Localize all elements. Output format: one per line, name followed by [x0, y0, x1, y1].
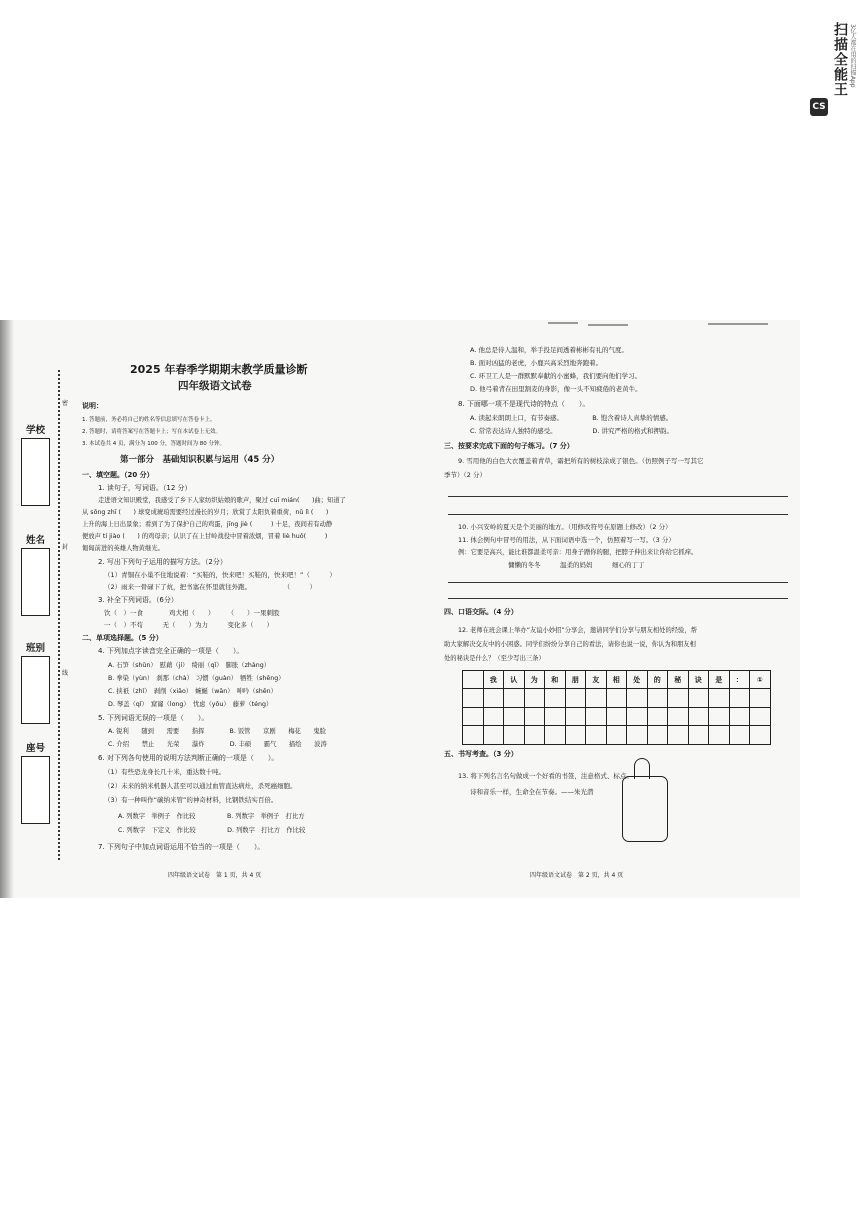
question-line: 7. 下列句子中加点词语运用不恰当的一项是（ ）。	[98, 843, 265, 851]
question-line: 季节）（2 分）	[444, 471, 486, 479]
grid-cell[interactable]	[504, 689, 525, 707]
question-line: 2. 写出下列句子运用的描写方法。（2分）	[98, 558, 227, 566]
grid-cell[interactable]	[606, 707, 627, 725]
page-footer: 四年级语文试卷 第 1 页，共 4 页	[168, 872, 262, 879]
grid-cell[interactable]	[463, 726, 484, 744]
name-field[interactable]	[21, 548, 50, 616]
option-line: B. 拳染（yùn） 刹那（chà） 习惯（guàn） 牺牲（shēng）	[108, 675, 285, 682]
question-line: 走进语文知识殿堂，我感受了乡下人家纺织姑娘的歌声，聚过 cuī mián( )曲；知道了	[98, 497, 346, 504]
section-heading: 三、按要求完成下面的句子练习。（7 分）	[444, 442, 574, 450]
grid-cell: 是	[709, 671, 730, 689]
option-line: C. 环卫工人是一群默默奉献的小蜜蜂，我们要向他们学习。	[470, 372, 642, 380]
grid-cell[interactable]	[688, 707, 709, 725]
grid-cell[interactable]	[586, 707, 607, 725]
instruction-line: 1. 答题前，务必将自己的姓名等信息填写在答卷卡上。	[82, 417, 216, 423]
grid-cell[interactable]	[668, 689, 689, 707]
option-line: C. 介绍 禁止 光荣 瀑炸 D. 丰硕 霸气 描绘 波涛	[108, 741, 327, 748]
grid-cell[interactable]	[524, 689, 545, 707]
grid-cell[interactable]	[504, 726, 525, 744]
exam-page-1	[0, 320, 398, 898]
grid-cell: 朋	[565, 671, 586, 689]
grid-cell: 诀	[688, 671, 709, 689]
grid-cell[interactable]	[524, 707, 545, 725]
grid-cell[interactable]	[545, 707, 566, 725]
grid-cell[interactable]	[729, 689, 750, 707]
grid-cell[interactable]	[463, 707, 484, 725]
watermark-subtitle: 3亿人都在用的扫描App	[849, 24, 856, 88]
question-line: 饮（ ）⼀食 鸡犬相（ ） （ ）⼀果刺股	[104, 609, 280, 617]
grid-cell[interactable]	[524, 726, 545, 744]
grid-cell: 和	[545, 671, 566, 689]
question-line: 11. 体会例句中冒号的用法，从下面词语中选一个，仿照着写一写。（3 分）	[458, 536, 675, 544]
grid-cell[interactable]	[647, 707, 668, 725]
grid-cell[interactable]	[750, 689, 771, 707]
grid-cell: 相	[606, 671, 627, 689]
question-line: 匍匐前进的英雄人物黄继光。	[82, 545, 164, 552]
bookmark-drawing-area[interactable]	[622, 776, 668, 842]
instructions-heading: 说明：	[82, 402, 103, 410]
quote-line: 诗和音乐一样，生命全在节奏。——朱光潜	[470, 788, 594, 796]
school-label: 学校	[26, 425, 46, 436]
question-line: 6. 对下列各句使用的说明方法判断正确的一项是（ ）。	[98, 754, 279, 762]
grid-cell[interactable]	[729, 707, 750, 725]
question-line: 1. 读句子，写词语。（12 分）	[98, 484, 192, 492]
question-line: 从 sōng zhī ( ) 球变成琥珀需要经过漫长的岁月；欣赏了太阳负着重荷，nǔ lì ( )	[82, 509, 329, 516]
question-line: 上升的海上日出景象；看到了为了保护自己的鸡蛋，jīng jiè ( ) 十足，夜间若有动静	[82, 521, 333, 528]
grid-cell: 友	[586, 671, 607, 689]
grid-cell[interactable]	[565, 707, 586, 725]
scan-smudge	[708, 323, 768, 325]
grid-cell[interactable]	[565, 726, 586, 744]
grid-cell[interactable]	[627, 707, 648, 725]
answer-line[interactable]	[448, 496, 788, 497]
exam-title: 2025 年春季学期期末教学质量诊断	[130, 363, 308, 376]
answer-line[interactable]	[448, 582, 788, 583]
section-heading: 五、书写考查。（3 分）	[444, 750, 518, 758]
question-line: 4. 下列加点字读音完全正确的一项是（ ）。	[98, 647, 244, 655]
class-field[interactable]	[21, 656, 50, 724]
section-heading: 二、单项选择题。（5 分）	[82, 634, 163, 642]
scan-smudge	[548, 322, 578, 324]
section-heading: 一、填空题。（20 分）	[82, 471, 154, 479]
option-line: B. 面对凶猛的老虎，小鹿兴高采烈地奔跑着。	[470, 359, 603, 367]
school-field[interactable]	[21, 438, 50, 506]
grid-cell[interactable]	[688, 689, 709, 707]
seat-field[interactable]	[21, 756, 50, 824]
grid-cell[interactable]	[729, 726, 750, 744]
grid-cell: 我	[483, 671, 504, 689]
grid-cell[interactable]	[463, 689, 484, 707]
option-line: A. 读起来朗朗上口，有节奏感。 B. 饱含着诗人真挚的情感。	[470, 414, 673, 422]
question-line: （2）雨来一骨碌下了炕，把书塞在怀里就往外跑。 （ ）	[104, 583, 317, 591]
option-line: C. 常常表达诗人独特的感受。 D. 讲究严格的格式和押韵。	[470, 427, 674, 435]
question-line: 助大家解决交友中的小困惑。同学们纷纷分享自己的看法，请你也说一说，你认为和朋友相	[444, 641, 696, 648]
grid-cell[interactable]	[647, 726, 668, 744]
option-line: D. 他弓着背在田里割麦的身影，像一头不知疲倦的老黄牛。	[470, 385, 642, 393]
question-line: 便放声 tí jiào ( ) 的鸡母亲；认识了在上甘岭战役中冒着浓烟，冒着 liè huǒ( )	[82, 533, 328, 540]
question-line: （1）青铜在小巢不住地说着：“买鞋的，快来吧！买鞋的，快来吧！”（ ）	[104, 571, 336, 579]
word-choices: 慵懒的冬冬 温柔的妈妈 细心的丁丁	[508, 561, 645, 569]
question-line: 10. 小兴安岭的夏天是个美丽的地方。（用修改符号在原题上修改）（2 分）	[458, 523, 672, 531]
question-line: ⼀（ ）不苟 无（ ）为力 变化多（ ）	[104, 621, 273, 629]
instruction-line: 2. 答题时，请将答案写在答题卡上；写在本试卷上无效。	[82, 429, 221, 435]
writing-grid[interactable]	[462, 670, 771, 745]
scanner-watermark	[810, 14, 854, 124]
part1-title: 第一部分 基础知识积累与运用（45 分）	[120, 455, 280, 465]
statement-line: （3）有一种叫作“碳纳米管”的神奇材料，比钢铁结实百倍。	[104, 796, 278, 804]
grid-cell: 为	[524, 671, 545, 689]
question-line: 8. 下面哪一项不是现代诗的特点（ ）。	[458, 400, 590, 408]
option-line: C. 列数字 下定义 作比较 D. 列数字 打比方 作比较	[118, 827, 306, 834]
binding-mark-close: 封	[62, 544, 69, 551]
grid-cell[interactable]	[709, 726, 730, 744]
binding-line	[58, 370, 60, 860]
camscanner-logo-icon: CS	[810, 98, 828, 116]
grid-cell[interactable]	[586, 726, 607, 744]
grid-cell[interactable]	[668, 707, 689, 725]
grid-cell[interactable]	[483, 689, 504, 707]
question-line: 处的秘诀是什么？（至少写出三条）	[444, 655, 545, 662]
example-line: 例：它要是高兴，能比谁都温柔可亲：用身子蹭你的腿，把脖子伸出来让你给它抓痒。	[458, 549, 698, 556]
grid-cell[interactable]	[565, 689, 586, 707]
grid-cell[interactable]	[545, 689, 566, 707]
grid-cell[interactable]	[668, 726, 689, 744]
grid-cell[interactable]	[483, 707, 504, 725]
watermark-title: 扫描全能王	[832, 22, 848, 97]
grid-cell[interactable]	[627, 689, 648, 707]
option-line: A. 列数字 举例子 作比较 B. 列数字 举例子 打比方	[118, 813, 305, 820]
grid-cell[interactable]	[606, 726, 627, 744]
exam-subtitle: 四年级语文试卷	[178, 380, 252, 392]
grid-cell[interactable]	[463, 671, 484, 689]
question-line: 9. 雪用他的白色大衣覆盖着青草，霜把所有的树枝涂成了银色。（仿照例子写一写其它	[458, 457, 704, 465]
exam-page-2	[398, 320, 800, 898]
question-line: 12. 老师在班会课上举办“友谊小妙招”分享会，邀请同学们分享与朋友相处的经验，帮	[458, 627, 697, 634]
binding-mark-seal: 密	[62, 400, 69, 407]
grid-cell[interactable]	[709, 689, 730, 707]
class-label: 班别	[26, 643, 46, 654]
grid-cell: ：	[729, 671, 750, 689]
page-footer: 四年级语文试卷 第 2 页，共 4 页	[530, 872, 624, 879]
grid-cell: 处	[627, 671, 648, 689]
option-line: D. 琴盖（qǐ） 窟窿（long） 忧虑（yōu） 藤萝（téng）	[108, 701, 273, 708]
grid-cell: 的	[647, 671, 668, 689]
grid-cell: ①	[750, 671, 771, 689]
question-line: 13. 将下列名言名句做成一个好看的书签，注意格式、标点。	[458, 772, 633, 780]
scan-smudge	[588, 324, 628, 326]
answer-line[interactable]	[448, 514, 788, 515]
grid-cell[interactable]	[647, 689, 668, 707]
grid-cell: 认	[504, 671, 525, 689]
grid-cell[interactable]	[709, 707, 730, 725]
seat-label: 座号	[26, 743, 46, 754]
statement-line: （2）未来的纳米机器人甚至可以通过血管直达病灶，杀死癌细胞。	[104, 782, 297, 790]
grid-cell[interactable]	[545, 726, 566, 744]
grid-cell: 秘	[668, 671, 689, 689]
option-line: A. 他总是待人温和，举手投足间透着彬彬有礼的气度。	[470, 346, 628, 354]
name-label: 姓名	[26, 535, 46, 546]
grid-cell[interactable]	[688, 726, 709, 744]
section-heading: 四、口语交际。（4 分）	[444, 608, 518, 616]
grid-cell[interactable]	[750, 707, 771, 725]
question-line: 3. 补全下列词语。（6分）	[98, 596, 178, 604]
option-line: C. 挟祇（zhǐ） 剥削（xiāo） 蜿蜒（wān） 呻吟（shēn）	[108, 688, 277, 695]
grid-cell[interactable]	[483, 726, 504, 744]
grid-cell[interactable]	[627, 726, 648, 744]
grid-cell[interactable]	[586, 689, 607, 707]
grid-cell[interactable]	[606, 689, 627, 707]
option-line: A. 锐利 随到 需要 指挥 B. 饭管 京剧 梅花 鬼脸	[108, 728, 327, 735]
instruction-line: 3. 本试卷共 4 页，满分为 100 分，答题时间为 80 分钟。	[82, 441, 225, 447]
binding-mark-line: 线	[62, 670, 69, 677]
answer-line[interactable]	[448, 598, 788, 599]
statement-line: （1）有些恐龙身长几十米，重达数十吨。	[104, 768, 226, 776]
option-line: A. 石笋（shǔn） 慰藉（jí） 绮丽（qǐ） 膨胀（zhàng）	[108, 662, 271, 669]
scanned-exam-spread	[0, 320, 800, 898]
question-line: 5. 下列词语无误的一项是（ ）。	[98, 714, 209, 722]
grid-cell[interactable]	[750, 726, 771, 744]
grid-cell[interactable]	[504, 707, 525, 725]
